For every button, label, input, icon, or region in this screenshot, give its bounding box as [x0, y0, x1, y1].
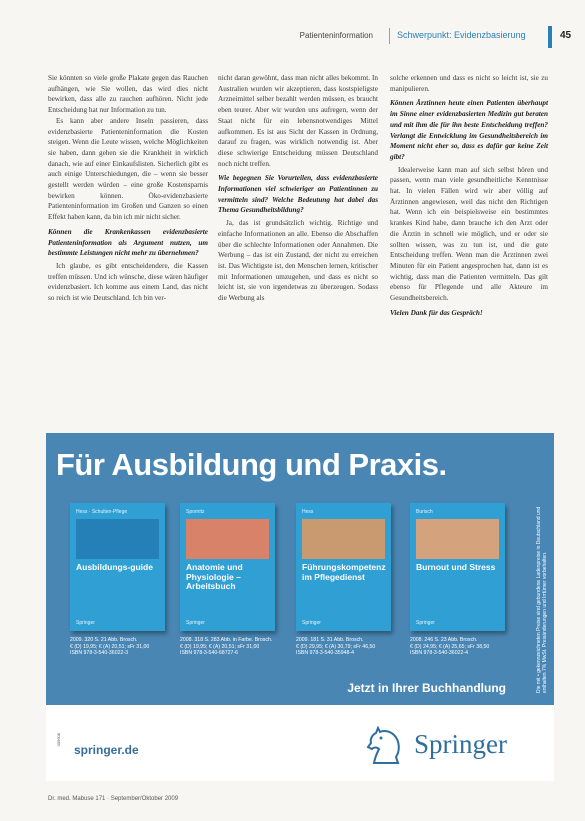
- ad-call-to-action[interactable]: Jetzt in Ihrer Buchhandlung: [347, 681, 506, 695]
- springer-advertisement[interactable]: [46, 433, 554, 781]
- ad-headline: Für Ausbildung und Praxis.: [56, 447, 447, 482]
- book-cover-art: [302, 519, 385, 559]
- book-cover-art: [76, 519, 159, 559]
- book-cover[interactable]: [180, 503, 275, 631]
- price-disclaimer: Die mit • gekennzeichneten Preise sind gebundene Ladenpreise in Deutschland und enthalten 7% MwSt. Preisänderungen und Irrtümer vorbehalten.: [536, 506, 548, 693]
- springer-link[interactable]: springer.de: [74, 743, 139, 757]
- page-header: [0, 26, 585, 48]
- book-cover[interactable]: [70, 503, 165, 631]
- book-cover[interactable]: [296, 503, 391, 631]
- book-publisher: Springer: [416, 620, 435, 626]
- book-cover-art: [186, 519, 269, 559]
- header-section: Patienteninformation: [299, 31, 373, 40]
- ad-code: 009608: [56, 733, 61, 747]
- page-footer: Dr. med. Mabuse 171 · September/Oktober 2009: [48, 796, 179, 802]
- book-price: 2009. 181 S. 31 Abb. Brosch. € (D) 29,95; € (A) 30,79; sFr 46,50 ISBN 978-3-540-35948-4: [296, 637, 376, 656]
- book-title: Ausbildungs-guide: [76, 562, 153, 572]
- article-paragraph: Ja, das ist grundsätzlich wichtig. Richtige und einfache Informationen an alle. Ebenso die Abschaffen über die schlechte Informationen oder Annahmen. Die Werbung – das ist ein Zustand, der nicht zu erreichen ist. Das Wichtigste ist, den Menschen lernen, kritischer mit Informationen umzugehen, und dass es nicht so leicht ist, sie von irgendetwas zu überzeugen. Sodass die Werbung als: [218, 219, 378, 303]
- text-column-1: [48, 73, 208, 304]
- article-paragraph: Ich glaube, es gibt entscheidendere, die Kassen treffen müssen. Und ich wünsche, diese wären häufiger evidenzbasiert. Ich komme aus einem Land, das nicht so reich ist wie Deutschland. Ich bin ver-: [48, 261, 208, 303]
- page-number: 45: [560, 30, 572, 41]
- article-paragraph: Sie könnten so viele große Plakate gegen das Rauchen aufhängen, wie Sie wollen, das wird dies nicht bewirken, dass alle zu rauchen aufhören. Nicht jede Entscheidung hat nur Information zu tun.: [48, 74, 208, 115]
- article-paragraph: Idealerweise kann man auf sich selbst hören und passen, wenn man viele gesundheitliche Kenntnisse hat. In vielen Fällen wird wir aber völlig auf Ärztinnen angewiesen, weil das nicht den Richtigen hat. Wenn ich ein beispielsweise ein bestimmtes krankes Kind habe, dann brauche ich den Arzt oder die Ärztin in schnell wie möglich, und er oder sie sollten wissen, was zu tun ist, und die gute Entscheidung treffen. Wenn man die Ärztinnen zwei Minuten für ein Patient angesprochen hat, dann ist es wichtig, dass man die Patienten vermitteln. Das gilt ebenso für Pflegende und alle Akteure im Gesundheitsbereich.: [390, 165, 548, 303]
- book-author: Burisch: [416, 509, 433, 515]
- book-publisher: Springer: [186, 620, 205, 626]
- book-author: Spornitz: [186, 509, 205, 515]
- book-title: Anatomie und Physiologie – Arbeitsbuch: [186, 562, 243, 591]
- article-paragraph: nicht daran gewöhnt, dass man nicht alles bekommt. In Australien wurden wir akzeptieren, dass kostspieligste Arzneimittel selber bezahlt werden müssen, es braucht eben teurer. Aber wir wurden uns aufregen, wenn der Staat nicht für ein lebensnotwendiges Mittel aufkommen. Es ist aus Sicht der Kassen in Ordnung, darauf zu fragen, was wirklich notwendig ist. Aber diese schwierige Entscheidung müssen Deutschland noch nicht treffen.: [218, 74, 378, 168]
- springer-logo[interactable]: [364, 725, 536, 767]
- book-author: Hess: [302, 509, 314, 515]
- book-author: Hess · Schulten-Pflege: [76, 509, 128, 515]
- book-cover[interactable]: [410, 503, 505, 631]
- book-publisher: Springer: [302, 620, 321, 626]
- article-paragraph: Es kann aber andere Inseln passieren, dass evidenzbasierte Patienteninformation die Kosten steigen. Wenn die Leute wissen, welche Möglichkeiten sie haben, dann gehen sie die Krankheit in wirklich danach, wie auf einer Einkaufslisten. Sicherlich gibt es auch einige Unterschiedungen, die – wenn sie besser gestellt werden würden – eine große Kostensparnis bewirken können. Öko-evidenzbasierte Patienteninformation im Großen und Ganzen so einen Effekt haben kann, da bin ich mir nicht sicher.: [48, 116, 208, 222]
- book-cover-art: [416, 519, 499, 559]
- header-divider: [389, 28, 390, 44]
- text-column-2: [218, 73, 378, 304]
- interview-question: Vielen Dank für das Gespräch!: [390, 308, 483, 317]
- header-topic: Schwerpunkt: Evidenzbasierung: [397, 30, 526, 40]
- header-accent-bar: [548, 26, 552, 48]
- text-column-3: [390, 73, 548, 320]
- book-price: 2008. 246 S. 23 Abb. Brosch. € (D) 24,95; € (A) 25,65; sFr 38,50 ISBN 978-3-540-36022-4: [410, 637, 490, 656]
- interview-question: Können Ärztinnen heute einen Patienten überhaupt im Sinne einer evidenzbasierten Medizin gut beraten und mit ihm die für ihn beste Entscheidung treffen? Verlangt die Entwicklung im Gesundheitsbereich im Moment nicht eher so, dass es dafür gar keine Zeit gibt?: [390, 99, 548, 161]
- ad-footer-band: [46, 705, 554, 781]
- article-paragraph: solche erkennen und dass es nicht so leicht ist, sie zu manipulieren.: [390, 74, 548, 93]
- book-price: 2008. 318 S. 283 Abb. in Farbe. Brosch. € (D) 19,95; € (A) 20,51; sFr 31,00 ISBN 978-3-540-68727-6: [180, 637, 273, 656]
- springer-logo-text: Springer: [414, 729, 507, 759]
- knight-icon: [364, 725, 408, 767]
- book-title: Burnout und Stress: [416, 562, 496, 572]
- interview-question: Wie begegnen Sie Vorurteilen, dass evidenzbasierte Informationen viel schwieriger an Patientinnen zu vermitteln sind? Welche Bedeutung hat dabei das Thema Gesundheitsbildung?: [218, 174, 378, 215]
- book-publisher: Springer: [76, 620, 95, 626]
- book-title: Führungskompetenz im Pflegedienst: [302, 562, 386, 582]
- book-price: 2009. 320 S. 21 Abb. Brosch. € (D) 19,95; € (A) 20,51; sFr 31,00 ISBN 978-3-540-36022-3: [70, 637, 150, 656]
- interview-question: Können die Krankenkassen evidenzbasierte Patienteninformation als Argument nutzen, um bestimmte Leistungen nicht mehr zu übernehmen?: [48, 227, 208, 258]
